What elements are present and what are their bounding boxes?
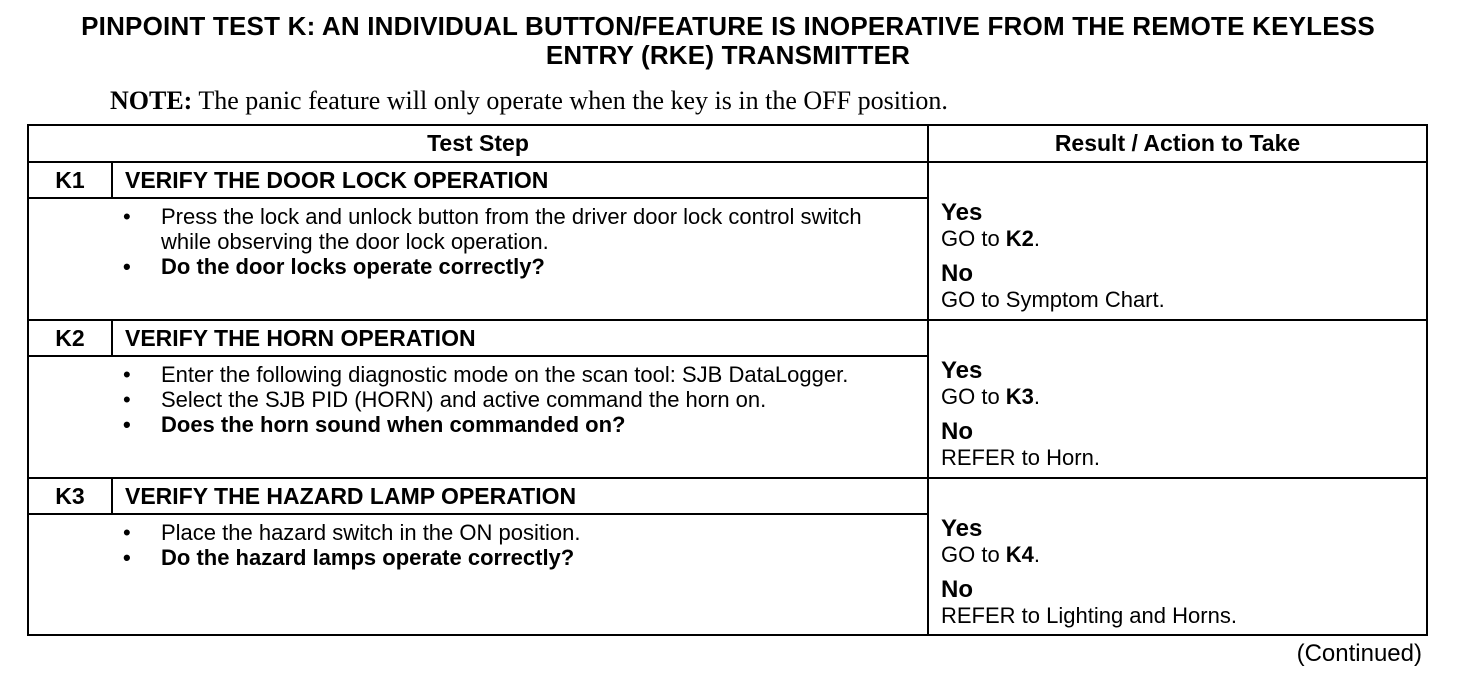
instruction-item: [123, 520, 913, 545]
bullet-icon: •: [123, 362, 131, 387]
step-title: VERIFY THE HORN OPERATION: [125, 325, 476, 351]
column-divider: [927, 126, 929, 634]
no-action: REFER to Horn.: [941, 445, 1100, 470]
continued-label: (Continued): [1296, 640, 1422, 667]
instruction-text: Press the lock and unlock button from the driver door lock control switch while observing the door lock operation.: [161, 204, 862, 254]
step-instructions: [123, 204, 913, 279]
no-label: No: [941, 260, 973, 287]
no-label: No: [941, 418, 973, 445]
yes-action-suffix: .: [1033, 226, 1041, 251]
no-action: GO to Symptom Chart.: [941, 287, 1165, 312]
page-title: [0, 12, 1456, 70]
instruction-text: Select the SJB PID (HORN) and active command the horn on.: [161, 387, 767, 412]
yes-action: [941, 384, 1411, 409]
yes-action: [941, 226, 1411, 251]
result-cell: [941, 358, 1411, 470]
title-line-2: ENTRY (RKE) TRANSMITTER: [545, 40, 911, 70]
yes-label: Yes: [941, 357, 983, 384]
question-text: Does the horn sound when commanded on?: [161, 412, 626, 437]
yes-action-suffix: .: [1033, 384, 1041, 409]
header-result: Result / Action to Take: [1054, 130, 1301, 156]
yes-action: [941, 542, 1411, 567]
note-text: The panic feature will only operate when the key is in the OFF position.: [192, 86, 948, 115]
question-item: [123, 412, 913, 437]
question-text: Do the hazard lamps operate correctly?: [161, 545, 575, 570]
question-item: [123, 254, 913, 279]
instruction-text: Place the hazard switch in the ON position.: [161, 520, 581, 545]
bullet-icon: •: [123, 412, 131, 437]
bullet-icon: •: [123, 204, 131, 229]
yes-action-suffix: .: [1033, 542, 1041, 567]
pinpoint-table: [27, 124, 1428, 636]
question-item: [123, 545, 913, 570]
yes-action-ref: K3: [1005, 384, 1034, 409]
id-divider: [111, 320, 113, 356]
step-id: K3: [55, 483, 85, 509]
yes-label: Yes: [941, 515, 983, 542]
header-test-step: Test Step: [427, 130, 529, 156]
question-text: Do the door locks operate correctly?: [161, 254, 545, 279]
instruction-item: [123, 362, 913, 387]
step-title-rule: [29, 513, 927, 515]
id-divider: [111, 162, 113, 198]
instruction-text: Enter the following diagnostic mode on the scan tool: SJB DataLogger.: [161, 362, 849, 387]
step-title: VERIFY THE DOOR LOCK OPERATION: [125, 167, 549, 193]
step-instructions: [123, 362, 913, 437]
instruction-item: [123, 387, 913, 412]
yes-action-ref: K4: [1005, 542, 1034, 567]
bullet-icon: •: [123, 254, 131, 279]
step-id: K2: [55, 325, 85, 351]
yes-action-prefix: GO to: [941, 384, 1006, 409]
instruction-item: [123, 204, 913, 254]
step-title-rule: [29, 197, 927, 199]
yes-action-prefix: GO to: [941, 542, 1006, 567]
step-title: VERIFY THE HAZARD LAMP OPERATION: [125, 483, 577, 509]
note: [110, 86, 948, 116]
no-label: No: [941, 576, 973, 603]
step-title-rule: [29, 355, 927, 357]
step-instructions: [123, 520, 913, 570]
yes-label: Yes: [941, 199, 983, 226]
note-label: NOTE:: [110, 86, 193, 115]
bullet-icon: •: [123, 545, 131, 570]
result-cell: [941, 516, 1411, 628]
bullet-icon: •: [123, 387, 131, 412]
result-cell: [941, 200, 1411, 312]
id-divider: [111, 478, 113, 514]
title-line-1: PINPOINT TEST K: AN INDIVIDUAL BUTTON/FEATURE IS INOPERATIVE FROM THE REMOTE KEYLESS: [81, 11, 1375, 41]
yes-action-prefix: GO to: [941, 226, 1006, 251]
step-id: K1: [55, 167, 85, 193]
yes-action-ref: K2: [1005, 226, 1034, 251]
no-action: REFER to Lighting and Horns.: [941, 603, 1237, 628]
bullet-icon: •: [123, 520, 131, 545]
